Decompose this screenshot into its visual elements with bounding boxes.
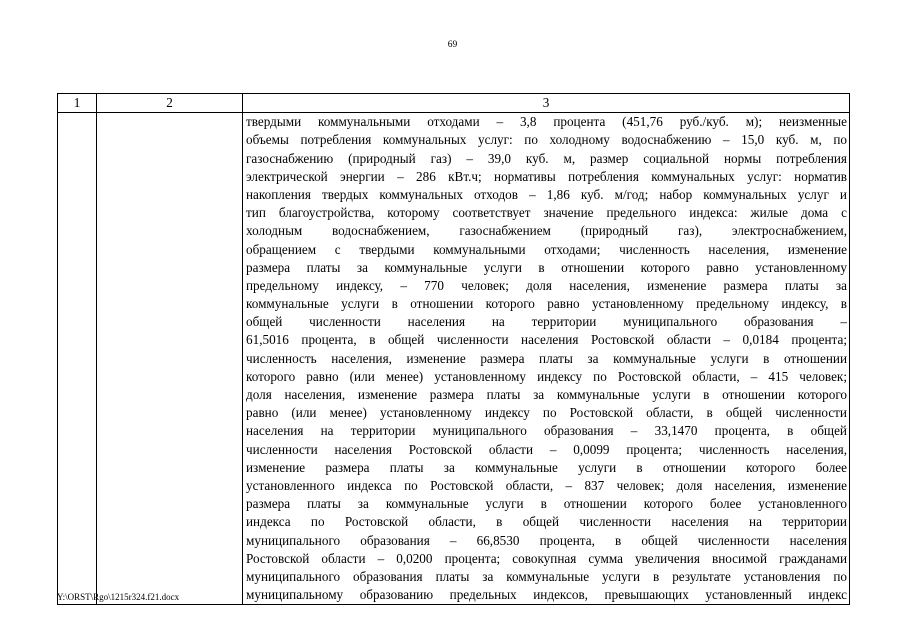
text-line: размера платы за коммунальные услуги в отношении которого равно установленному — [246, 259, 847, 275]
page-number: 69 — [447, 40, 458, 50]
text-line: установленного индекса по Ростовской области, – 837 человек; доля населения, изменение — [246, 477, 847, 493]
text-line: которого равно (или менее) установленному индексу по Ростовской области, – 415 человек; — [246, 368, 847, 384]
text-line: доля населения, изменение размера платы за коммунальные услуги в отношении которого — [246, 387, 847, 403]
column-header-3: 3 — [243, 94, 850, 113]
text-line: твердыми коммунальными отходами – 3,8 процента (451,76 руб./куб. м); неизменные — [246, 114, 847, 130]
text-line: муниципальному образованию предельных индексов, превышающих установленный индекс — [246, 587, 847, 603]
table-row — [58, 113, 850, 605]
cell-column-2 — [97, 113, 243, 605]
text-line: индекса по Ростовской области, в общей численности населения на территории — [246, 514, 847, 530]
text-line: численности населения Ростовской области – 0,0099 процента; численность населения, — [246, 441, 847, 457]
table-header-row — [58, 94, 850, 113]
text-line: численность населения, изменение размера платы за коммунальные услуги в отношении — [246, 350, 847, 366]
text-line: 61,5016 процента, в общей численности населения Ростовской области – 0,0184 процента; — [246, 332, 847, 348]
text-line: газоснабжению (природный газ) – 39,0 куб. м, размер социальной нормы потребления — [246, 150, 847, 166]
text-line: накопления твердых коммунальных отходов – 1,86 куб. м/год; набор коммунальных услуг и — [246, 186, 847, 202]
text-line: предельному индексу, – 770 человек; доля населения, изменение размера платы за — [246, 277, 847, 293]
text-line: общей численности населения на территории муниципального образования – — [246, 314, 847, 330]
cell-column-3 — [243, 113, 850, 605]
text-line: Ростовской области – 0,0200 процента; совокупная сумма увеличения вносимой гражданами — [246, 550, 847, 566]
text-line: коммунальные услуги в отношении которого равно установленному предельному индексу, в — [246, 296, 847, 312]
text-line: изменение размера платы за коммунальные услуги в отношении которого более — [246, 459, 847, 475]
text-line: обращением с твердыми коммунальными отходами; численность населения, изменение — [246, 241, 847, 257]
text-line: электрической энергии – 286 кВт.ч; нормативы потребления коммунальных услуг: норматив — [246, 168, 847, 184]
column-header-2: 2 — [97, 94, 243, 113]
document-table — [57, 93, 850, 605]
text-line: равно (или менее) установленному индексу по Ростовской области, в общей численности — [246, 405, 847, 421]
text-line: муниципального образования платы за коммунальные услуги в результате установления по — [246, 568, 847, 584]
file-path-footer: Y:\ORST\Rgo\1215r324.f21.docx — [57, 592, 180, 602]
text-line: объемы потребления коммунальных услуг: по холодному водоснабжению – 15,0 куб. м, по — [246, 132, 847, 148]
text-line: размера платы за коммунальные услуги в отношении которого более установленного — [246, 496, 847, 512]
cell-column-1 — [58, 113, 97, 605]
text-line: тип благоустройства, которому соответствует значение предельного индекса: жилые дома с — [246, 205, 847, 221]
text-line: населения на территории муниципального образования – 33,1470 процента, в общей — [246, 423, 847, 439]
text-line: муниципального образования – 66,8530 процента, в общей численности населения — [246, 532, 847, 548]
column-header-1: 1 — [58, 94, 97, 113]
text-line: холодным водоснабжением, газоснабжением (природный газ), электроснабжением, — [246, 223, 847, 239]
